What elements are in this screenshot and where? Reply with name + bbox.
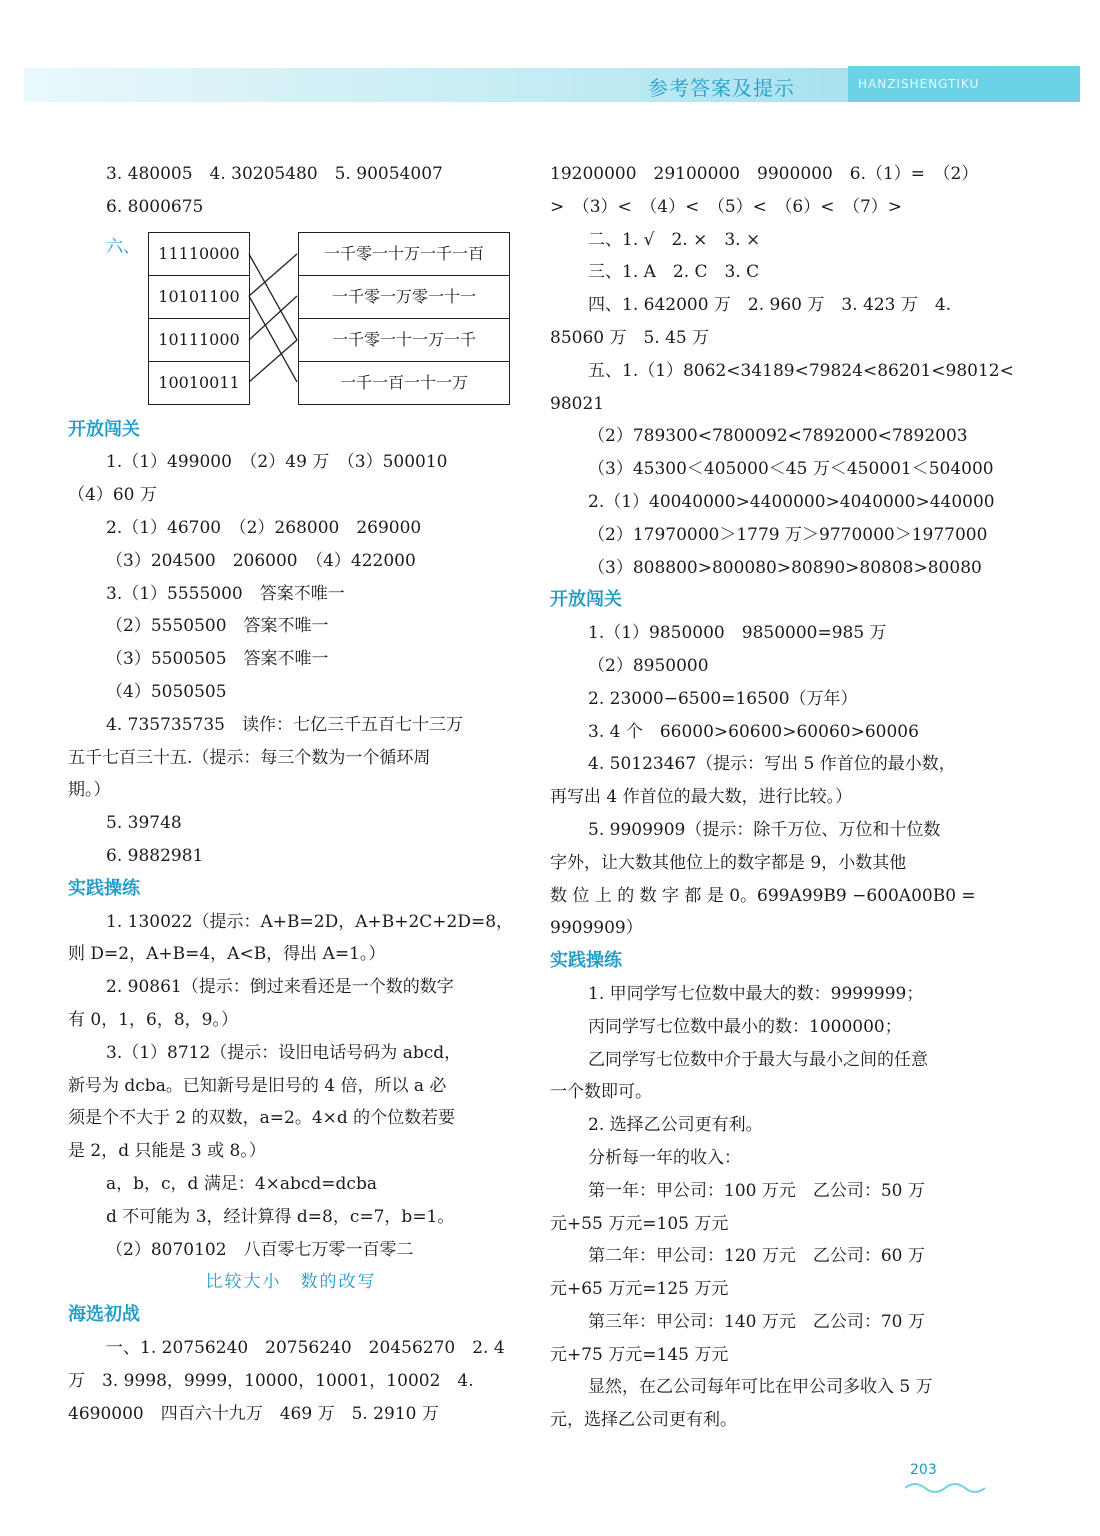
text-line: 3. 480005 4. 30205480 5. 90054007 xyxy=(106,164,443,184)
text-line: 期。） xyxy=(68,780,111,801)
match-line xyxy=(249,340,297,382)
left-column xyxy=(68,158,514,1430)
text-line: 4. 50123467（提示：写出 5 作首位的最小数， xyxy=(588,754,956,775)
text-line: 98021 xyxy=(550,393,605,414)
text-line: 5. 9909909（提示：除千万位、万位和十位数 xyxy=(588,819,941,840)
matching-word: 一千零一十万一千一百 xyxy=(299,233,509,276)
header-tag: HANZISHENGTIKU xyxy=(848,66,1080,102)
text-line: 二、1. √ 2. × 3. × xyxy=(588,229,761,250)
text-line: （3）45300＜405000＜45 万＜450001＜504000 xyxy=(588,459,994,480)
text-line: （2）17970000＞1779 万＞9770000＞1977000 xyxy=(588,524,988,545)
matching-number: 10101100 xyxy=(149,276,249,319)
text-line: 2. 选择乙公司更有利。 xyxy=(588,1115,763,1136)
match-line xyxy=(249,296,297,340)
text-line: 第三年：甲公司：140 万元 乙公司：70 万 xyxy=(588,1311,925,1332)
text-line: 字外，让大数其他位上的数字都是 9，小数其他 xyxy=(550,852,907,873)
text-line: 85060 万 5. 45 万 xyxy=(550,327,710,348)
section-heading: 开放闯关 xyxy=(68,418,140,440)
match-line xyxy=(249,254,297,296)
text-line: 1. 130022（提示：A+B=2D，A+B+2C+2D=8， xyxy=(106,911,514,932)
matching-number: 10010011 xyxy=(158,372,240,392)
text-line: 19200000 29100000 9900000 6.（1）= （2） xyxy=(550,164,979,184)
text-line: 则 D=2，A+B=4，A<B，得出 A=1。） xyxy=(68,944,386,965)
matching-words-box xyxy=(298,232,510,405)
text-line: 万 3. 9998，9999，10000，10001，10002 4. xyxy=(68,1370,474,1391)
text-line: 元+65 万元=125 万元 xyxy=(550,1279,729,1300)
text-line: 元+75 万元=145 万元 xyxy=(550,1344,729,1365)
text-line: 3.（1）5555000 答案不唯一 xyxy=(106,583,345,604)
text-line: 2. 90861（提示：倒过来看还是一个数的数字 xyxy=(106,977,454,998)
text-line: 一个数即可。 xyxy=(550,1082,652,1103)
text-line: 第二年：甲公司：120 万元 乙公司：60 万 xyxy=(588,1246,925,1267)
text-line: （2）8070102 八百零七万零一百零二 xyxy=(106,1239,414,1260)
wave-decoration-icon xyxy=(905,1478,995,1498)
text-line: （2）8950000 xyxy=(588,655,709,676)
text-line: 再写出 4 作首位的最大数，进行比较。） xyxy=(550,787,853,808)
matching-word: 一千一百一十一万 xyxy=(339,372,468,392)
text-line: > （3）< （4）< （5）< （6）< （7）> xyxy=(550,196,903,217)
match-line xyxy=(249,296,297,382)
matching-label: 六、 xyxy=(106,236,140,257)
text-line: （4）5050505 xyxy=(106,681,227,702)
text-line: （3）204500 206000 （4）422000 xyxy=(106,550,416,571)
text-line: 四、1. 642000 万 2. 960 万 3. 423 万 4. xyxy=(588,295,952,316)
text-line: 元，选择乙公司更有利。 xyxy=(550,1410,737,1431)
text-line: （2）5550500 答案不唯一 xyxy=(106,616,329,637)
matching-number: 11110000 xyxy=(149,233,249,276)
page-number: 203 xyxy=(910,1462,937,1478)
text-line: 6. 8000675 xyxy=(106,196,204,217)
header-title: 参考答案及提示 xyxy=(648,76,795,100)
text-line: a，b，c，d 满足：4×abcd=dcba xyxy=(106,1173,377,1194)
text-line: 新号为 dcba。已知新号是旧号的 4 倍，所以 a 必 xyxy=(68,1075,447,1096)
text-line: 4690000 四百六十九万 469 万 5. 2910 万 xyxy=(68,1403,439,1424)
text-line: 1. 甲同学写七位数中最大的数：9999999； xyxy=(588,983,924,1004)
text-line: 三、1. A 2. C 3. C xyxy=(588,262,760,283)
text-line: 五、1.（1）8062<34189<79824<86201<98012< xyxy=(588,360,1014,381)
text-line: 9909909） xyxy=(550,918,643,939)
text-line: （3）808800>800080>80890>80808>80080 xyxy=(588,557,982,578)
matching-number: 10111000 xyxy=(149,319,249,362)
text-line: 分析每一年的收入： xyxy=(588,1147,741,1168)
text-line: 有 0，1，6，8，9。） xyxy=(68,1009,238,1030)
text-line: 数 位 上 的 数 字 都 是 0。699A99B9 −600A00B0 = xyxy=(550,885,976,906)
text-line: （4）60 万 xyxy=(68,485,157,506)
text-line: 5. 39748 xyxy=(106,813,182,834)
text-line: 2. 23000−6500=16500（万年） xyxy=(588,688,858,709)
text-line: 是 2，d 只能是 3 或 8。） xyxy=(68,1141,266,1162)
section-heading: 开放闯关 xyxy=(550,589,622,611)
text-line: 须是个不大于 2 的双数，a=2。4×d 的个位数若要 xyxy=(68,1108,456,1129)
text-line: 1.（1）9850000 9850000=985 万 xyxy=(588,623,887,644)
text-line: 1.（1）499000 （2）49 万 （3）500010 xyxy=(106,452,448,473)
text-line: 6. 9882981 xyxy=(106,845,204,866)
right-column xyxy=(550,158,1014,1437)
text-line: 五千七百三十五.（提示：每三个数为一个循环周 xyxy=(68,747,431,768)
text-line: （3）5500505 答案不唯一 xyxy=(106,649,329,670)
chapter-title: 比较大小 数的改写 xyxy=(205,1272,377,1293)
matching-word: 一千零一万零一十一 xyxy=(299,276,509,319)
text-line: 3.（1）8712（提示：设旧电话号码为 abcd， xyxy=(106,1042,462,1063)
text-line: d 不可能为 3，经计算得 d=8，c=7，b=1。 xyxy=(106,1206,455,1227)
matching-exercise xyxy=(68,228,514,408)
text-line: 显然，在乙公司每年可比在甲公司多收入 5 万 xyxy=(588,1377,933,1398)
text-line: 元+55 万元=105 万元 xyxy=(550,1213,729,1234)
section-heading: 实践操练 xyxy=(550,950,622,972)
text-line: 一、1. 20756240 20756240 20456270 2. 4 xyxy=(106,1337,505,1358)
text-line: 第一年：甲公司：100 万元 乙公司：50 万 xyxy=(588,1180,925,1201)
section-heading: 海选初战 xyxy=(68,1304,140,1326)
match-line xyxy=(249,254,297,340)
text-line: 4. 735735735 读作：七亿三千五百七十三万 xyxy=(106,714,463,735)
section-heading: 实践操练 xyxy=(68,877,140,899)
text-line: 丙同学写七位数中最小的数：1000000； xyxy=(588,1016,902,1037)
text-line: 2.（1）46700 （2）268000 269000 xyxy=(106,517,422,538)
text-line: 2.（1）40040000>4400000>4040000>440000 xyxy=(588,491,995,512)
text-line: 3. 4 个 66000>60600>60060>60006 xyxy=(588,721,919,742)
text-line: （2）789300<7800092<7892000<7892003 xyxy=(588,426,968,447)
matching-word: 一千零一十一万一千 xyxy=(299,319,509,362)
text-line: 乙同学写七位数中介于最大与最小之间的任意 xyxy=(588,1049,928,1070)
